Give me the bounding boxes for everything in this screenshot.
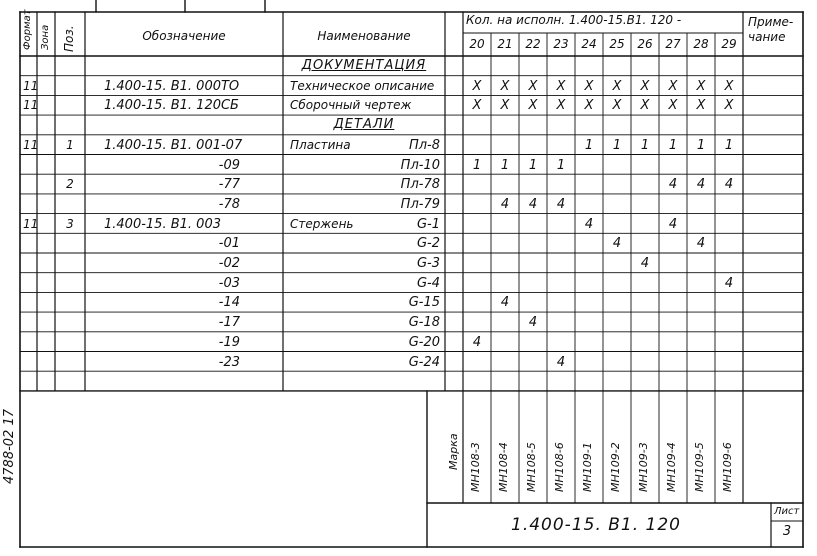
variant-header-27: 27 xyxy=(665,37,681,51)
position-number: 2 xyxy=(66,177,74,192)
quantity-cell: 1 xyxy=(640,137,650,153)
marka-code: МН109-6 xyxy=(721,442,734,492)
mark-code-cell: Пл-78 xyxy=(400,177,440,193)
quantity-cell: X xyxy=(472,78,482,94)
marka-code: МН109-4 xyxy=(665,442,678,492)
variant-header-26: 26 xyxy=(637,37,653,51)
title-block-designation: 1.400-15. В1. 120 xyxy=(511,515,681,535)
mark-code-cell: Пл-79 xyxy=(400,196,440,212)
name-cell: Стержень xyxy=(290,216,354,231)
section-heading: ДОКУМЕНТАЦИЯ xyxy=(301,58,427,73)
format-cell: 11 xyxy=(23,78,39,93)
marka-code: МН108-5 xyxy=(525,442,538,492)
quantity-cell: 4 xyxy=(724,275,734,291)
variant-header-23: 23 xyxy=(553,37,569,51)
variant-header-29: 29 xyxy=(721,37,737,51)
quantity-cell: X xyxy=(724,78,734,94)
sheet-label: Лист xyxy=(774,506,800,517)
mark-code-cell: G-18 xyxy=(408,315,440,331)
margin-inventory-number: 4788-02 17 xyxy=(2,409,17,484)
name-column-header: Наименование xyxy=(317,29,411,43)
designation-cell: 1.400-15. В1. 003 xyxy=(104,216,221,232)
designation-suffix: -03 xyxy=(218,275,240,291)
zone-column-header: Зона xyxy=(40,24,51,50)
variant-header-21: 21 xyxy=(497,37,513,51)
quantity-cell: 4 xyxy=(528,196,538,212)
quantity-column-title: Кол. на исполн. 1.400-15.В1. 120 - xyxy=(466,13,682,27)
section-heading: ДЕТАЛИ xyxy=(333,117,395,133)
variant-header-24: 24 xyxy=(581,37,597,51)
variant-header-25: 25 xyxy=(609,37,625,51)
quantity-cell: X xyxy=(696,78,706,94)
designation-suffix: -02 xyxy=(218,256,240,271)
quantity-cell: X xyxy=(584,98,594,114)
mark-code-cell: Пл-10 xyxy=(400,157,440,173)
variant-header-28: 28 xyxy=(693,37,709,51)
designation-cell: 1.400-15. В1. 120СБ xyxy=(104,98,239,114)
variant-header-22: 22 xyxy=(525,37,541,51)
quantity-cell: X xyxy=(640,78,650,94)
designation-suffix: -09 xyxy=(218,157,240,173)
designation-suffix: -14 xyxy=(218,295,240,311)
sheet-number: 3 xyxy=(782,524,792,539)
mark-code-cell: Пл-8 xyxy=(408,137,440,153)
quantity-cell: X xyxy=(668,98,678,114)
format-cell: 11 xyxy=(23,98,39,113)
designation-suffix: -78 xyxy=(218,196,240,212)
quantity-cell: 1 xyxy=(724,137,734,153)
designation-suffix: -23 xyxy=(218,354,240,370)
marka-code: МН108-3 xyxy=(469,442,482,492)
quantity-cell: X xyxy=(724,98,734,114)
quantity-cell: 4 xyxy=(696,177,706,193)
variant-header-20: 20 xyxy=(469,37,485,51)
quantity-cell: 4 xyxy=(500,196,510,212)
designation-cell: 1.400-15. В1. 000ТО xyxy=(104,78,240,94)
format-cell: 11 xyxy=(23,137,39,152)
quantity-cell: 4 xyxy=(472,334,482,350)
quantity-cell: 4 xyxy=(668,177,678,193)
quantity-cell: 4 xyxy=(500,295,510,311)
quantity-cell: X xyxy=(640,98,650,114)
quantity-cell: X xyxy=(500,78,510,94)
designation-suffix: -19 xyxy=(218,334,240,350)
quantity-cell: X xyxy=(584,78,594,94)
position-number: 3 xyxy=(66,216,74,231)
quantity-cell: X xyxy=(556,98,566,114)
quantity-cell: 1 xyxy=(556,157,566,173)
quantity-cell: 1 xyxy=(500,157,510,173)
position-number: 1 xyxy=(66,137,74,152)
quantity-cell: 1 xyxy=(472,157,482,173)
quantity-cell: X xyxy=(696,98,706,114)
name-cell: Сборочный чертеж xyxy=(290,98,412,113)
quantity-cell: 4 xyxy=(724,177,734,193)
marka-code: МН109-3 xyxy=(637,442,650,492)
mark-code-cell: G-3 xyxy=(416,256,440,271)
format-column-header: Формат xyxy=(22,9,33,50)
mark-code-cell: G-24 xyxy=(408,354,440,370)
quantity-cell: X xyxy=(556,78,566,94)
mark-code-cell: G-2 xyxy=(416,236,440,252)
designation-cell: 1.400-15. В1. 001-07 xyxy=(104,137,243,153)
quantity-cell: 4 xyxy=(696,236,706,252)
designation-suffix: -17 xyxy=(218,315,240,331)
quantity-cell: 1 xyxy=(612,137,622,153)
quantity-cell: 4 xyxy=(556,354,566,370)
designation-column-header: Обозначение xyxy=(142,29,226,43)
designation-suffix: -77 xyxy=(218,177,240,193)
quantity-cell: 1 xyxy=(584,137,594,153)
quantity-cell: 1 xyxy=(696,137,706,153)
marka-code: МН108-6 xyxy=(553,442,566,492)
name-cell: Техническое описание xyxy=(290,78,435,93)
marka-code: МН109-1 xyxy=(581,442,594,492)
quantity-cell: 4 xyxy=(584,216,594,232)
quantity-cell: 4 xyxy=(640,256,650,271)
quantity-cell: 4 xyxy=(528,315,538,331)
marka-code: МН109-2 xyxy=(609,442,622,492)
name-cell: Пластина xyxy=(290,137,351,152)
marka-code: МН109-5 xyxy=(693,442,706,492)
marka-code: МН108-4 xyxy=(497,442,510,492)
quantity-cell: X xyxy=(500,98,510,114)
quantity-cell: X xyxy=(612,78,622,94)
note-column-header: Приме- чание xyxy=(748,15,794,44)
marka-label: Марка xyxy=(447,433,460,470)
quantity-cell: X xyxy=(472,98,482,114)
mark-code-cell: G-1 xyxy=(416,216,440,232)
quantity-cell: 1 xyxy=(528,157,538,173)
quantity-cell: 1 xyxy=(668,137,678,153)
quantity-cell: X xyxy=(612,98,622,114)
designation-suffix: -01 xyxy=(218,236,240,252)
quantity-cell: 4 xyxy=(612,236,622,252)
pos-column-header: Поз. xyxy=(62,25,76,52)
mark-code-cell: G-20 xyxy=(408,334,440,350)
quantity-cell: 4 xyxy=(556,196,566,212)
quantity-cell: 4 xyxy=(668,216,678,232)
quantity-cell: X xyxy=(528,78,538,94)
quantity-cell: X xyxy=(668,78,678,94)
mark-code-cell: G-15 xyxy=(408,295,440,311)
quantity-cell: X xyxy=(528,98,538,114)
mark-code-cell: G-4 xyxy=(416,275,440,291)
format-cell: 11 xyxy=(23,216,39,231)
